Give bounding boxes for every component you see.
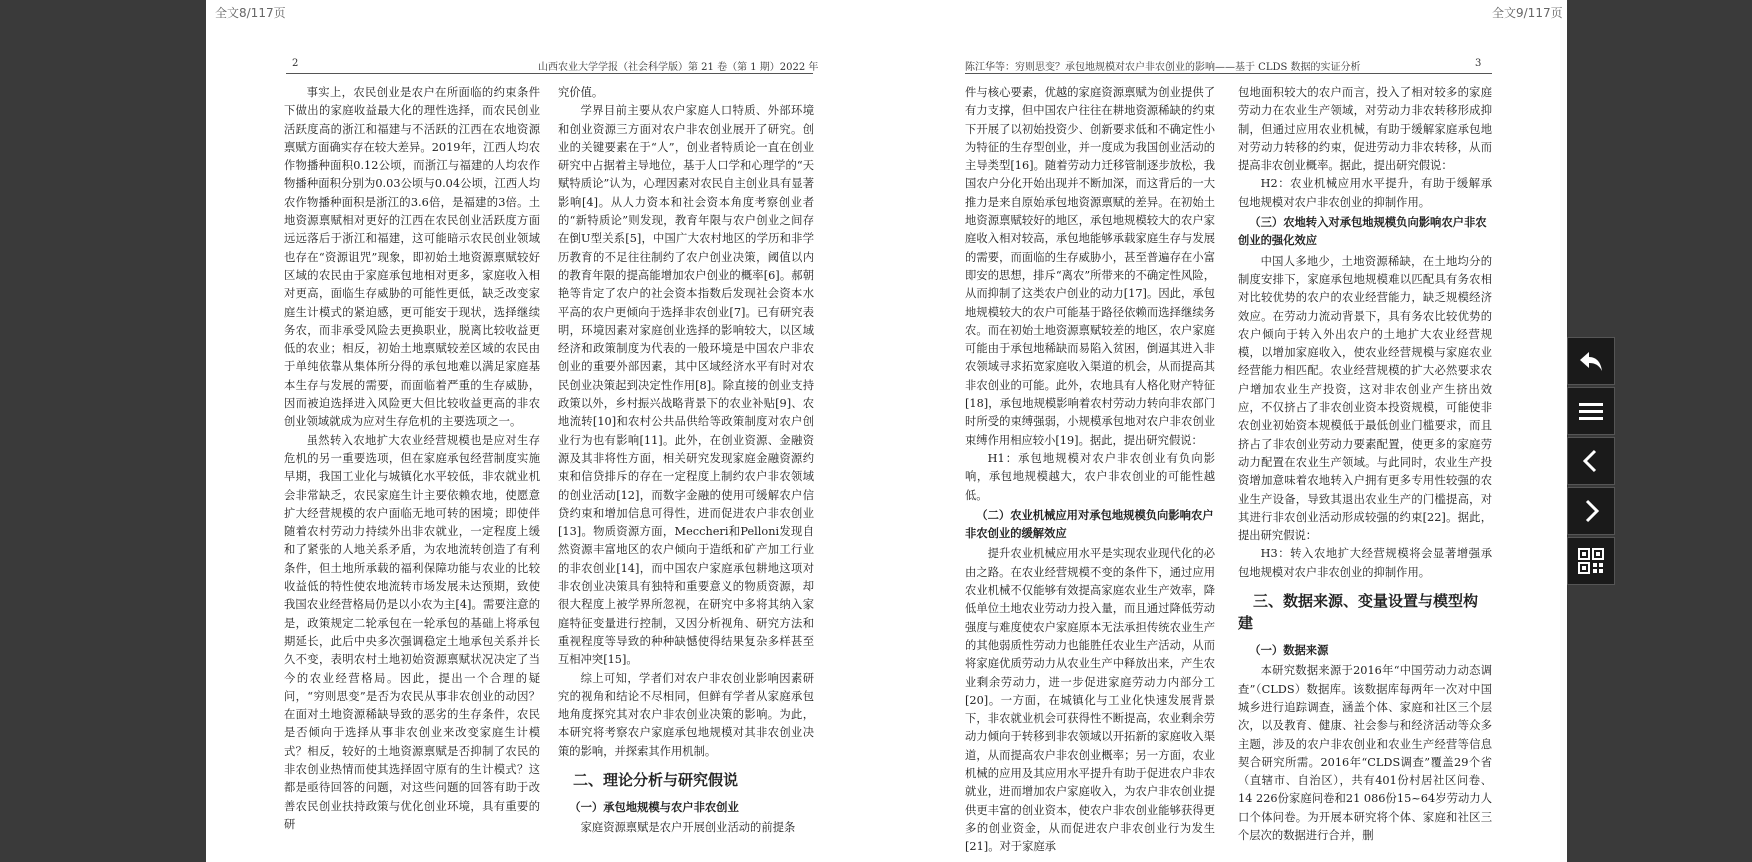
paragraph: 家庭资源禀赋是农户开展创业活动的前提条 <box>580 821 796 835</box>
left-page-number: 2 <box>292 58 299 69</box>
right-column-1 <box>965 84 1215 862</box>
next-page-icon <box>1576 496 1606 526</box>
paragraph: 包地面积较大的农户而言，投入了相对较多的家庭劳动力在农业生产领域，对劳动力非农转移形成抑制，但通过应用农业机械，有助于缓解家庭承包地对劳动力转移的约束，促进劳动力非农转移，从而提高非农创业概率。据此，提出研究假说： <box>1238 86 1492 173</box>
next-page-button[interactable] <box>1567 487 1615 535</box>
left-header-rule <box>286 73 813 74</box>
paragraph: 中国人多地少，土地资源稀缺，在土地均分的制度安排下，家庭承包地规模难以匹配具有务农相对比较优势的农户的农业经营能力，缺乏规模经济效应。在劳动力流动背景下，具有务农比较优势的农户倾向于转入外出农户的土地扩大农业经营规模，以增加家庭收入，使农业经营规模与家庭农业经营能力相匹配。农业经营规模的扩大必然要求农户增加农业生产投资，这对非农创业产生挤出效应，不仅挤占了非农创业资本投资规模，可能使非农创业初始资本规模低于最低创业门槛要求，而且挤占了非农创业劳动力要素配置，使更多的家庭劳动力配置在农业生产领域。与此同时，农业生产投资增加意味着农地转入户拥有更多专用性较强的农业生产设备，导致其退出农业生产的门槛提高，对其进行非农创业活动形成较强的约束[22]。据此，提出研究假说： <box>1238 254 1492 543</box>
paragraph: 学界目前主要从农户家庭人口特质、外部环境和创业资源三方面对农户非农创业展开了研究。创业的关键要素在于“人”，创业者特质论一直在创业研究中占据着主导地位，基于人口学和心理学的“天赋特质论”认为，心理因素对农民自主创业具有显著影响[4]。从人力资本和社会资本角度考察创业者的“新特质论”则发现，教育年限与农户创业之间存在倒U型关系[5]，中国广大农村地区的学历和非学历教育的不足往往制约了农户创业决策，阈值以内的教育年限的提高能增加农户创业的概率[6]。郝朝艳等肯定了农户的社会资本指数后发现社会资本水平高的农户更倾向于选择非农创业[7]。已有研究表明，环境因素对家庭创业选择的影响较大，以区域经济和政策制度为代表的一般环境是中国农户非农创业的重要外部因素，其中区域经济水平有时对农民创业决策起到决定性作用[8]。除直接的创业支持政策以外，乡村振兴战略背景下的农业补贴[9]、农地流转[10]和农村公共品供给等政策制度对农户创业行为也有影响[11]。此外，在创业资源、金融资源及其非将性方面，相关研究发现家庭金融资源约束和信贷排斥的存在一定程度上制约农户非农领域的创业活动[12]，而数字金融的使用可缓解农户信贷约束和增加信息可得性，进而促进农户非农创业[13]。物质资源方面，Meccheri和Pelloni发现自然资源丰富地区的农户倾向于造纸和矿产加工行业的非农创业[14]，而中国农户家庭承包耕地这项对非农创业决策具有独特和重要意义的物质资源，却很大程度上被学界所忽视，在研究中多将其纳入家庭特征变量进行控制，又因分析视角、研究方法和重视程度等导致的种种缺憾使得结果复杂多样甚至互相冲突[15]。 <box>558 104 814 667</box>
section-heading: （二）农业机械应用对承包地规模负向影响农户非农创业的缓解效应 <box>965 508 1214 541</box>
menu-icon <box>1576 396 1606 426</box>
paragraph: H1：承包地规模对农户非农创业有负向影响，承包地规模越大，农户非农创业的可能性越低。 <box>965 451 1215 502</box>
prev-page-icon <box>1576 446 1606 476</box>
right-column-2 <box>1238 84 1492 862</box>
qr-code-button[interactable] <box>1567 537 1615 585</box>
left-page-header: 山西农业大学学报（社会科学版）第 21 卷（第 1 期）2022 年 <box>538 62 819 73</box>
section-heading: 二、理论分析与研究假说 <box>573 770 739 789</box>
right-header-rule <box>965 73 1492 74</box>
section-heading: （一）数据来源 <box>1249 644 1329 658</box>
paragraph: 提升农业机械应用水平是实现农业现代化的必由之路。在农业经营规模不变的条件下，通过应用农业机械不仅能够有效提高家庭农业生产效率，降低单位土地农业劳动力投入量，而且通过降低劳动强度与难度使农户家庭原本无法承担传统农业生产的其他弱质性劳动力也能胜任农业生产活动，从而将家庭优质劳动力从农业生产中释放出来，产生农业剩余劳动力，进一步促进家庭劳动力内部分工[20]。一方面，在城镇化与工业化快速发展背景下，非农就业机会可获得性不断提高，农业剩余劳动力倾向于转移到非农领域以开拓新的家庭收入渠道，从而提高农户非农创业概率；另一方面，农业机械的应用及其应用水平提升有助于促进农户非农就业，进而增加农户家庭收入，为农户非农创业提供更丰富的创业资本，使农户非农创业能够获得更多的创业资金，从而促进农户非农创业行为发生[21]。对于家庭承 <box>965 547 1215 854</box>
section-heading: （三）农地转入对承包地规模负向影响农户非农创业的强化效应 <box>1238 216 1487 248</box>
right-page-counter: 全文9/117页 <box>1492 6 1563 20</box>
right-page-number: 3 <box>1475 58 1482 69</box>
paragraph: 本研究数据来源于2016年“中国劳动力动态调查”（CLDS）数据库。该数据库每两年一次对中国城乡进行追踪调查，涵盖个体、家庭和社区三个层次，以及教育、健康、社会参与和经济活动等众多主题，涉及的农户非农创业和农业生产经营等信息契合研究所需。2016年“CLDS调查”覆盖29个省（直辖市、自治区），共有401份村居社区问卷、14 226份家庭问卷和21 086份15~64岁劳动力人口个体问卷。为开展本研究将个体、家庭和社区三个层次的数据进行合并，删 <box>1238 664 1492 842</box>
paragraph: 究价值。 <box>558 86 604 99</box>
paragraph: 件与核心要素，优越的家庭资源禀赋为创业提供了有力支撑，但中国农户往往在耕地资源稀缺的约束下开展了以初始投资少、创新要求低和不确定性小为特征的生存型创业，并一度成为我国创业活动的主导类型[16]。随着劳动力迁移管制逐步放松，我国农户分化开始出现并不断加深，而这背后的一大推力是来自原始承包地资源禀赋的差异。在初始土地资源禀赋较好的地区，承包地规模较大的农户家庭收入相对较高，承包地能够承载家庭生存与发展的需要，而面临的生存威胁小，甚至普遍存在小富即安的思想，排斥“离农”所带来的不确定性风险，从而抑制了这类农户创业的动力[17]。因此，承包地规模较大的农户可能基于路径依赖而选择继续务农。而在初始土地资源禀赋较差的地区，农户家庭可能由于承包地稀缺而易陷入贫困，倒逼其进入非农领域寻求拓宽家庭收入渠道的机会，从而提高其非农创业的可能。此外，农地具有人格化财产特征[18]，承包地规模影响着农村劳动力转向非农部门时所受的束缚强弱，小规模承包地对农户非农创业束缚作用相应较小[19]。据此，提出研究假说： <box>965 86 1215 447</box>
qr-code-icon <box>1576 546 1606 576</box>
viewer-toolbar <box>1567 337 1615 585</box>
paragraph: H2：农业机械应用水平提升，有助于缓解承包地规模对农户非农创业的抑制作用。 <box>1238 177 1492 209</box>
paragraph: 事实上，农民创业是农户在所面临的约束条件下做出的家庭收益最大化的理性选择，而农民创业活跃度高的浙江和福建与不活跃的江西在农地资源禀赋方面确实存在较大差异。2019年，江西人均农作物播种面积0.12公顷，而浙江与福建的人均农作物播种面积分别为0.03公顷与0.04公顷，江西人均农作物播种面积是浙江的3.6倍，是福建的3倍。土地资源禀赋相对更好的江西在农民创业活跃度方面远远落后于浙江和福建，这可能暗示农民创业领域也存在“资源诅咒”现象，即初始土地资源禀赋较好区域的农民由于家庭承包地相对更多，家庭收入相对更高，面临生存威胁的可能性更低，缺乏改变家庭生计模式的紧迫感，更可能安于现状，选择继续务农，而非承受风险去更换职业，脱离比较收益更低的农业；相反，初始土地禀赋较差区域的农民由于单纯依靠从集体所分得的承包地难以满足家庭基本生存与发展的需要，而面临着严重的生存威胁，因而被迫选择进入风险更大但比较收益更高的非农创业领域就成为应对生存危机的主要选项之一。 <box>284 86 540 429</box>
section-heading: 三、数据来源、变量设置与模型构建 <box>1238 592 1479 633</box>
back-icon <box>1576 346 1606 376</box>
paragraph: H3：转入农地扩大经营规模将会显著增强承包地规模对农户非农创业的抑制作用。 <box>1238 547 1492 579</box>
right-page <box>886 0 1567 862</box>
prev-page-button[interactable] <box>1567 437 1615 485</box>
left-page-counter: 全文8/117页 <box>215 6 286 20</box>
back-button[interactable] <box>1567 337 1615 385</box>
right-page-header: 陈江华等：穷则思变？承包地规模对农户非农创业的影响——基于 CLDS 数据的实证分析 <box>965 62 1361 73</box>
left-column-1 <box>284 84 540 862</box>
menu-button[interactable] <box>1567 387 1615 435</box>
left-page <box>206 0 886 862</box>
paragraph: 虽然转入农地扩大农业经营规模也是应对生存危机的另一重要选项，但在家庭承包经营制度实施早期，我国工业化与城镇化水平较低，非农就业机会非常缺乏，农民家庭生计主要依赖农地，使愿意扩大经营规模的农户面临无地可转的困境；即使伴随着农村劳动力持续外出非农就业，一定程度上缓和了紧张的人地关系矛盾，为农地流转创造了有利条件，但土地所承载的福利保障功能与农业的比较收益低的特性使农地流转市场发展未达预期，致使我国农业经营格局仍是以小农为主[4]。需要注意的是，政策规定二轮承包在一轮承包的基础上将承包期延长，此后中央多次强调稳定土地承包关系并长久不变，表明农村土地初始资源禀赋状况决定了当今的农业经营格局。因此，提出一个合理的疑问，“穷则思变”是否为农民从事非农创业的动因？在面对土地资源稀缺导致的恶劣的生存条件，农民是否倾向于选择从事非农创业来改变家庭生计模式？相反，较好的土地资源禀赋是否抑制了农民的非农创业热情而使其选择固守原有的生计模式？这都是亟待回答的问题，对这些问题的回答有助于改善农民创业扶持政策与优化创业环境，具有重要的研 <box>284 433 540 831</box>
paragraph: 综上可知，学者们对农户非农创业影响因素研究的视角和结论不尽相同，但鲜有学者从家庭承包地角度探究其对农户非农创业决策的影响。为此，本研究将考察农户家庭承包地规模对其非农创业决策的影响，并探索其作用机制。 <box>558 671 814 758</box>
left-column-2 <box>558 84 814 862</box>
section-heading: （一）承包地规模与农户非农创业 <box>569 800 739 814</box>
